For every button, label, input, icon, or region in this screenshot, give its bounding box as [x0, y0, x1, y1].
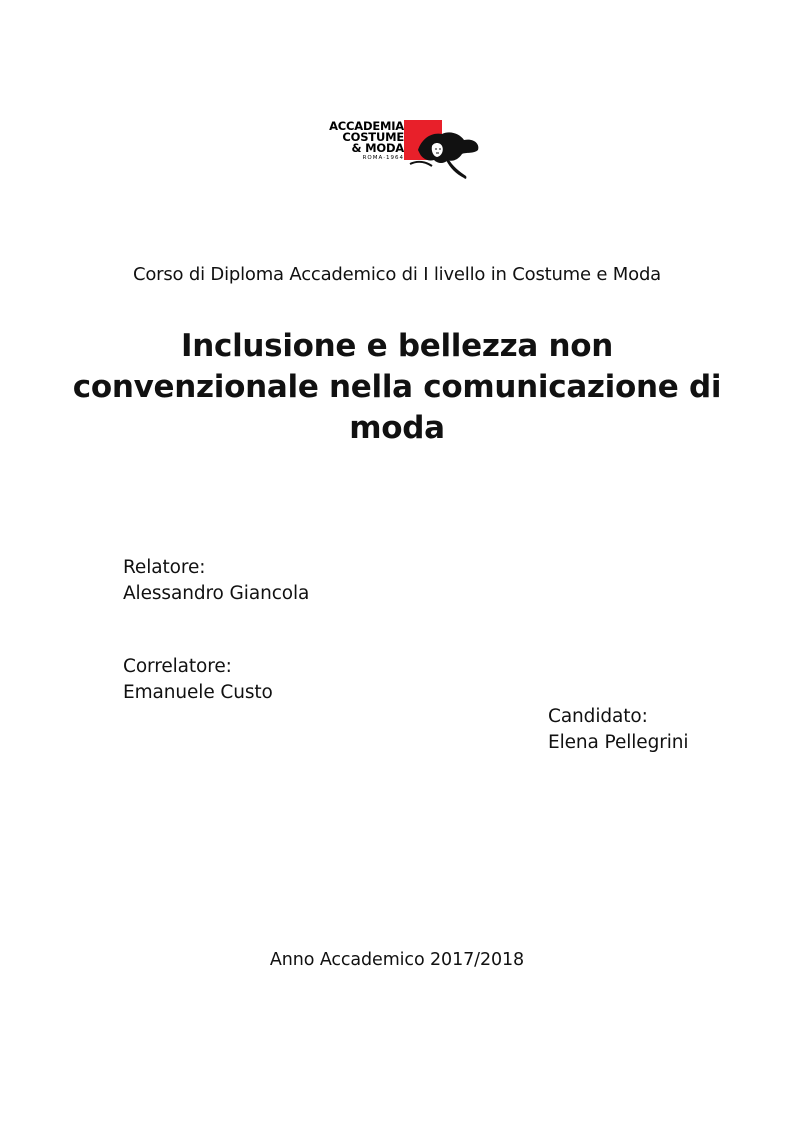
coadvisor-name: Emanuele Custo [123, 682, 273, 703]
logo-line-1: ACCADEMIA [329, 119, 404, 133]
coadvisor-label: Correlatore: [123, 656, 232, 677]
academy-logo [312, 115, 482, 181]
candidate-name: Elena Pellegrini [548, 732, 689, 753]
logo-brush-stroke [446, 158, 466, 179]
course-name: Corso di Diploma Accademico di I livello in Costume e Moda [132, 264, 662, 285]
logo-since: ROMA·1964 [362, 155, 404, 161]
logo-line-3: & MODA [351, 141, 404, 155]
advisor-name: Alessandro Giancola [123, 583, 310, 604]
academy-emblem-icon [404, 120, 484, 182]
logo-swoosh [410, 162, 432, 166]
advisor-label: Relatore: [123, 557, 206, 578]
academy-logo-wordmark [329, 121, 404, 162]
thesis-title: Inclusione e bellezza non convenzionale nella comunicazione di moda [72, 328, 722, 446]
academic-year: Anno Accademico 2017/2018 [269, 950, 525, 970]
logo-line-2: COSTUME [342, 130, 404, 144]
candidate-label: Candidato: [548, 706, 648, 727]
